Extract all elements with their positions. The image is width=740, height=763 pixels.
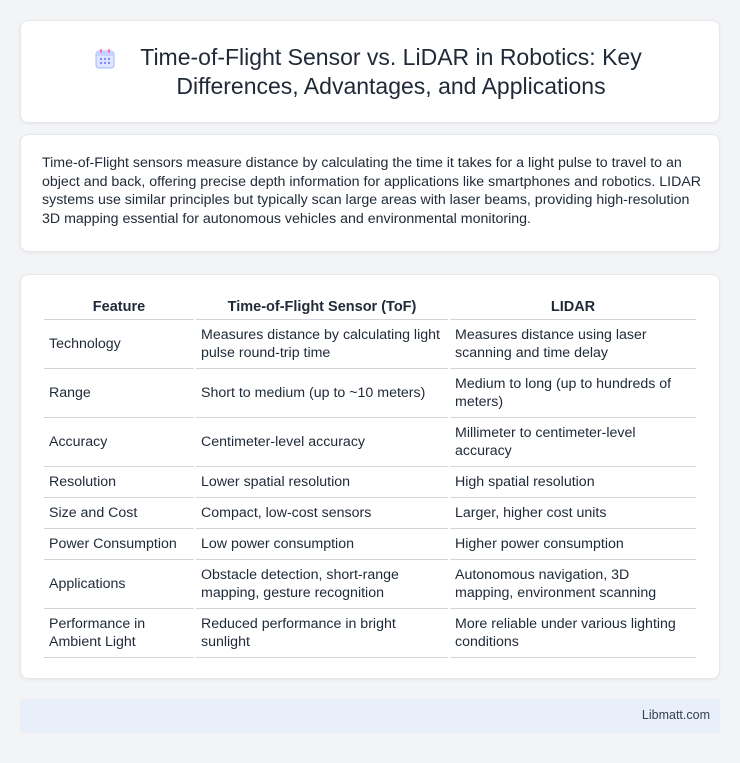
tof-cell: Measures distance by calculating light pulse round-trip time: [196, 320, 448, 369]
feature-cell: Size and Cost: [44, 498, 194, 529]
column-header-tof: Time-of-Flight Sensor (ToF): [196, 292, 448, 320]
feature-cell: Accuracy: [44, 418, 194, 467]
table-row: [44, 529, 696, 560]
feature-cell: Power Consumption: [44, 529, 194, 560]
table-row: [44, 369, 696, 418]
page-title: Time-of-Flight Sensor vs. LiDAR in Robotics: Key Differences, Advantages, and Applications: [140, 44, 642, 99]
tof-cell: Compact, low-cost sensors: [196, 498, 448, 529]
intro-card: [20, 134, 720, 252]
tof-cell: Short to medium (up to ~10 meters): [196, 369, 448, 418]
feature-cell: Technology: [44, 320, 194, 369]
feature-cell: Range: [44, 369, 194, 418]
lidar-cell: Larger, higher cost units: [450, 498, 696, 529]
table-row: [44, 560, 696, 609]
column-header-feature: Feature: [44, 292, 194, 320]
table-row: [44, 320, 696, 369]
lidar-cell: Autonomous navigation, 3D mapping, environment scanning: [450, 560, 696, 609]
lidar-cell: Medium to long (up to hundreds of meters): [450, 369, 696, 418]
lidar-cell: Higher power consumption: [450, 529, 696, 560]
tof-cell: Low power consumption: [196, 529, 448, 560]
feature-cell: Resolution: [44, 467, 194, 498]
tof-cell: Lower spatial resolution: [196, 467, 448, 498]
table-row: [44, 467, 696, 498]
lidar-cell: Measures distance using laser scanning and time delay: [450, 320, 696, 369]
table-row: [44, 609, 696, 658]
lidar-cell: More reliable under various lighting conditions: [450, 609, 696, 658]
feature-cell: Applications: [44, 560, 194, 609]
lidar-cell: Millimeter to centimeter-level accuracy: [450, 418, 696, 467]
footer-site-link[interactable]: Libmatt.com: [641, 708, 710, 722]
column-header-lidar: LIDAR: [450, 292, 696, 320]
footer-bar: [20, 699, 720, 733]
intro-paragraph: Time-of-Flight sensors measure distance by calculating the time it takes for a light pulse to travel to an object and back, offering precise depth information for applications like smartphones and robotics. LIDAR systems use similar principles but typically scan large areas with laser beams, providing high-resolution 3D mapping essential for autonomous vehicles and environmental monitoring.: [42, 155, 702, 227]
comparison-table-card: [20, 274, 720, 679]
tof-cell: Reduced performance in bright sunlight: [196, 609, 448, 658]
feature-cell: Performance in Ambient Light: [44, 609, 194, 658]
title-card: [20, 20, 720, 123]
table-header-row: [44, 292, 696, 320]
comparison-table: [42, 292, 698, 658]
table-row: [44, 498, 696, 529]
tof-cell: Centimeter-level accuracy: [196, 418, 448, 467]
table-row: [44, 418, 696, 467]
tof-cell: Obstacle detection, short-range mapping, gesture recognition: [196, 560, 448, 609]
lidar-cell: High spatial resolution: [450, 467, 696, 498]
